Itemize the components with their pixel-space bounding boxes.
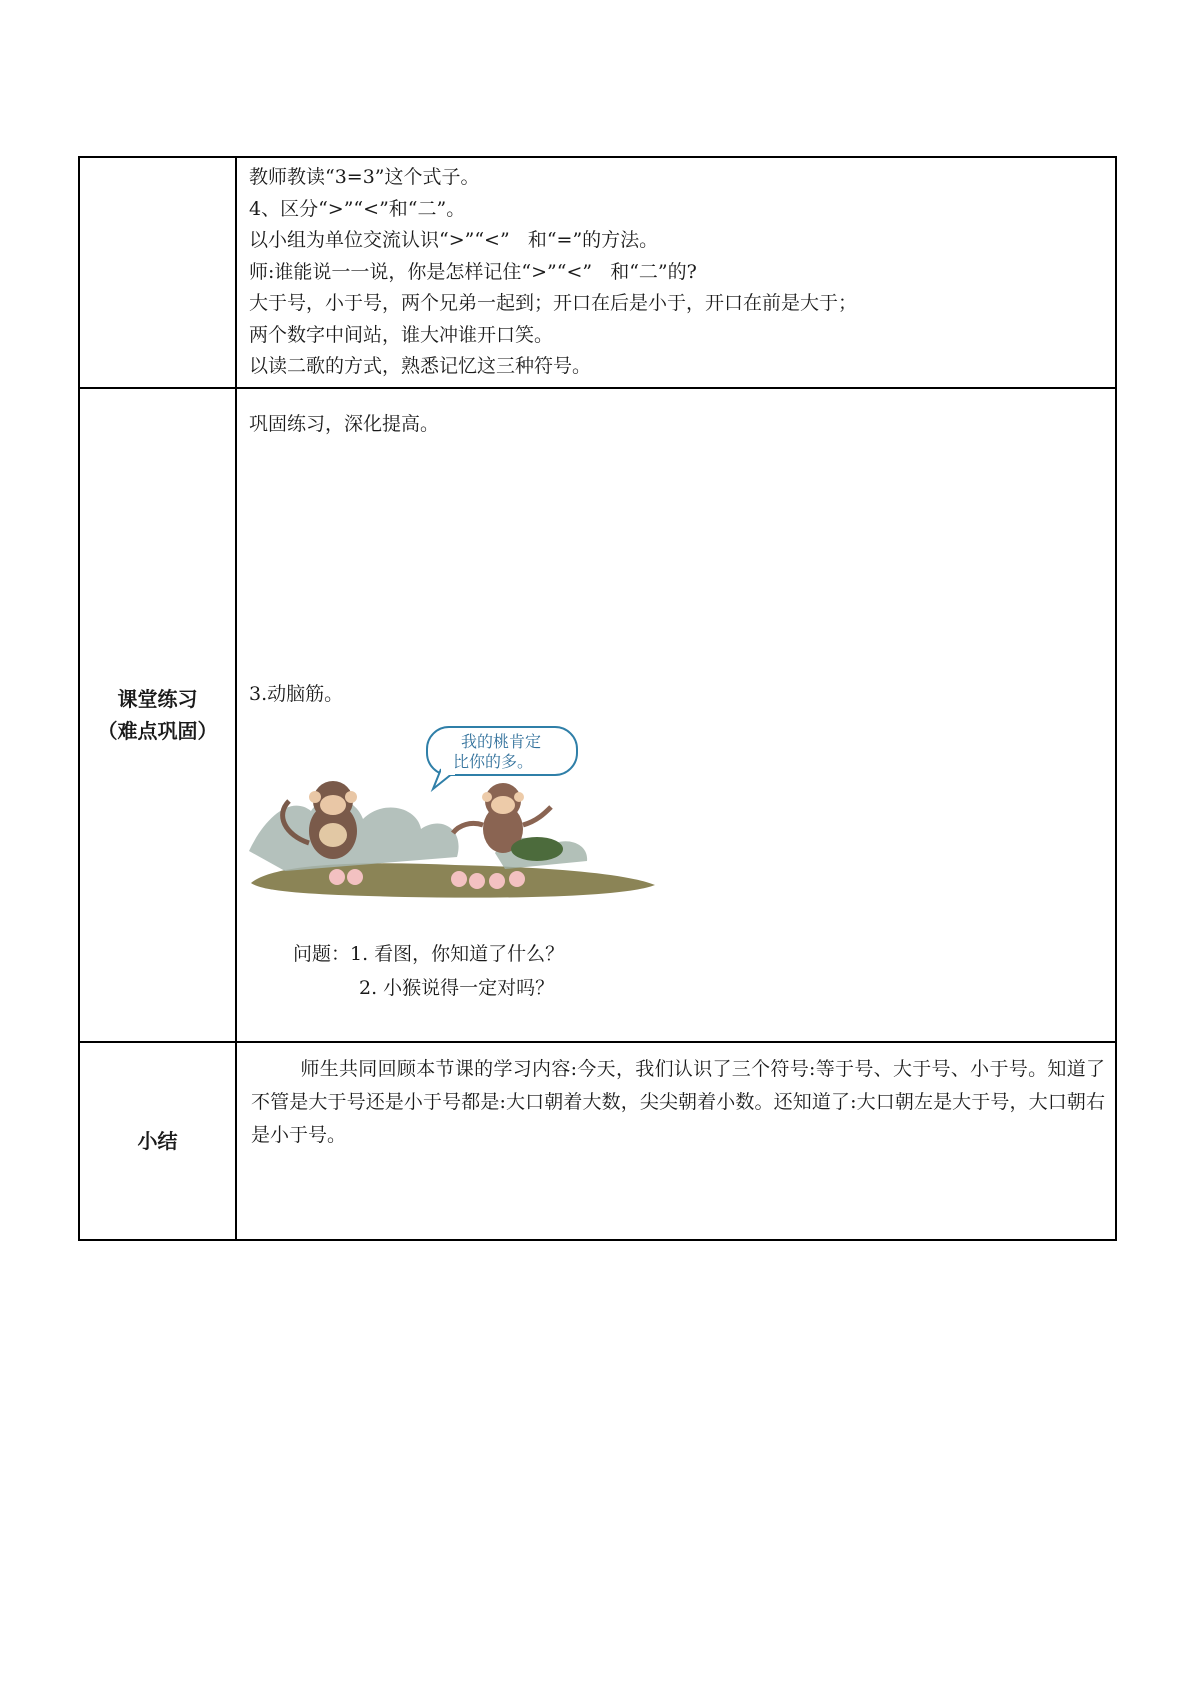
right-monkey-icon	[453, 783, 563, 861]
question-text: 1. 看图，你知道了什么？	[350, 942, 565, 965]
text-line: 教师教读“3=3”这个式子。	[249, 166, 480, 188]
content-cell	[236, 157, 1116, 388]
row-label-practice: 课堂练习	[117, 686, 198, 711]
lesson-plan-table	[78, 156, 1117, 1241]
text-line: 以小组为单位交流认识“>”“<” 和“=”的方法。	[249, 229, 659, 251]
row-label-practice-sub: （难点巩固）	[97, 718, 218, 743]
practice-heading: 巩固练习，深化提高。	[249, 412, 440, 435]
row-label-cell	[79, 1042, 236, 1240]
text-line: 大于号，小于号，两个兄弟一起到；开口在后是小于，开口在前是大于；	[249, 292, 858, 314]
speech-text-line1: 我的桃肯定	[460, 731, 542, 751]
row-label-cell	[79, 388, 236, 1042]
question-prefix: 问题：	[293, 942, 351, 965]
practice-section	[237, 389, 1115, 1041]
task-title: 3.动脑筋。	[249, 682, 344, 705]
text-line: 两个数字中间站，谁大冲谁开口笑。	[249, 323, 554, 346]
text-line: 以读二歌的方式，熟悉记忆这三种符号。	[249, 355, 592, 377]
text-line: 师:谁能说一一说，你是怎样记住“>”“<” 和“二”的?	[249, 260, 697, 283]
question-item	[293, 937, 564, 971]
question-list	[293, 937, 564, 1005]
monkeys-illustration	[245, 725, 665, 901]
question-text: 2. 小猴说得一定对吗？	[359, 976, 555, 999]
summary-paragraph: 师生共同回顾本节课的学习内容:今天，我们认识了三个符号:等于号、大于号、小于号。知道了不管是大于号还是小于号都是:大口朝着大数，尖尖朝着小数。还知道了:大口朝左是大于号，大口朝右是小于号。	[251, 1057, 1105, 1146]
content-cell	[236, 1042, 1116, 1240]
text-line: 4、区分“>”“<”和“二”。	[249, 197, 466, 220]
content-cell	[236, 388, 1116, 1042]
table-row	[79, 1042, 1116, 1240]
row-label-cell	[79, 157, 236, 388]
row-label-summary: 小结	[137, 1128, 178, 1153]
speech-bubble-icon	[427, 727, 577, 789]
table-row	[79, 157, 1116, 388]
table-row	[79, 388, 1116, 1042]
teaching-steps	[237, 158, 1115, 387]
speech-text-line2: 比你的多。	[452, 751, 534, 771]
question-item	[293, 971, 564, 1005]
